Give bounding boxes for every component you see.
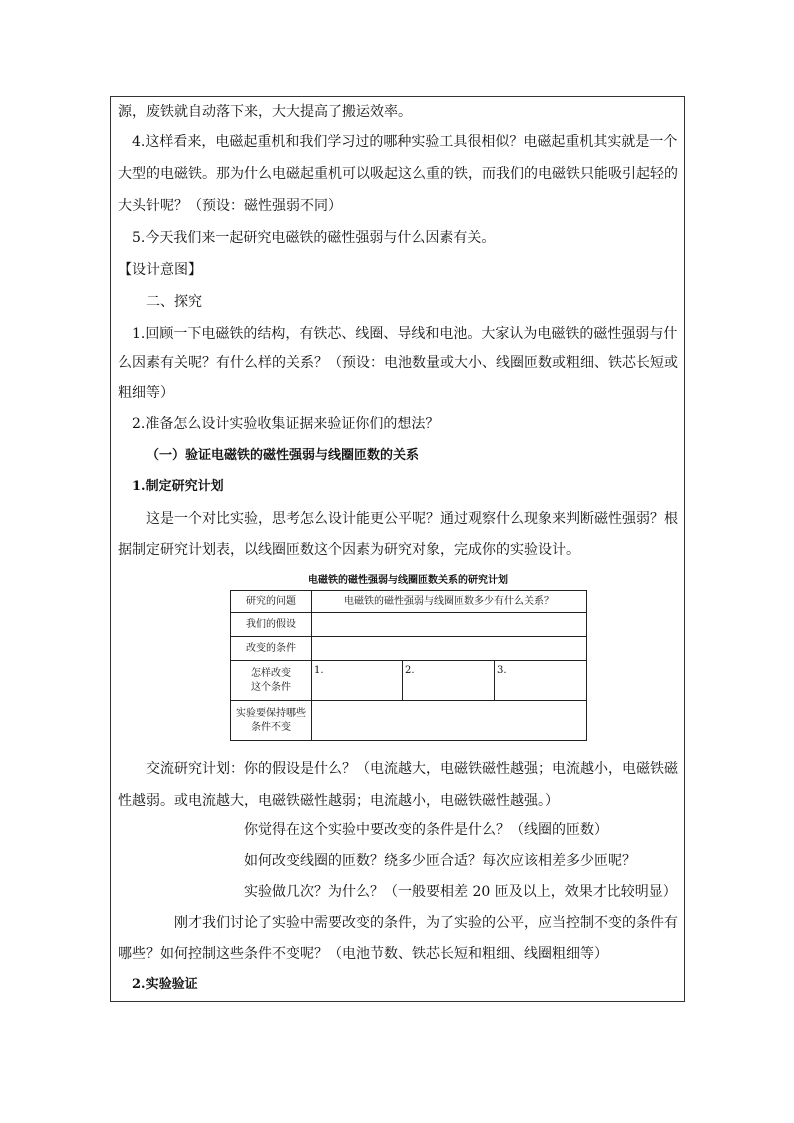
subsection-heading: （一）验证电磁铁的磁性强弱与线圈匝数的关系 xyxy=(146,448,420,463)
table-row xyxy=(231,701,587,741)
text-line: 大型的电磁铁。那为什么电磁起重机可以吸起这么重的铁，而我们的电磁铁只能吸引起轻的 xyxy=(118,166,678,182)
table-row xyxy=(231,661,587,701)
text-line: 如何改变线圈的匝数？绕多少匝合适？每次应该相差多少匝呢？ xyxy=(244,853,636,869)
text-line: 1.回顾一下电磁铁的结构，有铁芯、线圈、导线和电池。大家认为电磁铁的磁性强弱与什 xyxy=(132,326,678,342)
constant-conditions-cell xyxy=(312,701,587,741)
text-line: 源，废铁就自动落下来，大大提高了搬运效率。 xyxy=(118,104,412,120)
text-line: 性越弱。或电流越大，电磁铁磁性越弱；电流越小，电磁铁磁性越强。） xyxy=(118,793,559,809)
row-label-line: 这个条件 xyxy=(251,681,291,693)
row-label: 改变的条件 xyxy=(231,637,312,661)
text-line: 实验做几次？为什么？（一般要相差 20 匝及以上，效果才比较明显） xyxy=(244,884,677,900)
method-cell: 2. xyxy=(403,661,495,701)
hypothesis-cell xyxy=(312,613,587,637)
row-label xyxy=(231,661,312,701)
table-caption: 电磁铁的磁性强弱与线圈匝数关系的研究计划 xyxy=(308,575,508,586)
row-label: 我们的假设 xyxy=(231,613,312,637)
text-line: 哪些？如何控制这些条件不变呢？（电池节数、铁芯长短和粗细、线圈粗细等） xyxy=(118,946,608,962)
text-line: 粗细等） xyxy=(118,385,174,401)
research-question: 电磁铁的磁性强弱与线圈匝数多少有什么关系？ xyxy=(312,591,587,613)
research-plan-table xyxy=(230,590,587,741)
changed-condition-cell xyxy=(312,637,587,661)
text-line: 刚才我们讨论了实验中需要改变的条件，为了实验的公平，应当控制不变的条件有 xyxy=(174,915,678,931)
subsection-heading: 1.制定研究计划 xyxy=(132,479,224,494)
text-line: 交流研究计划：你的假设是什么？（电流越大，电磁铁磁性越强；电流越小，电磁铁磁 xyxy=(146,761,678,777)
method-cell: 1. xyxy=(312,661,403,701)
row-label: 研究的问题 xyxy=(231,591,312,613)
text-line: 么因素有关呢？有什么样的关系？（预设：电池数量或大小、线圈匝数或粗细、铁芯长短或 xyxy=(118,355,678,371)
table-row xyxy=(231,637,587,661)
section-heading: 【设计意图】 xyxy=(118,262,202,278)
text-line: 这是一个对比实验，思考怎么设计能更公平呢？通过观察什么现象来判断磁性强弱？根 xyxy=(146,511,678,527)
table-row xyxy=(231,591,587,613)
text-line: 2.准备怎么设计实验收集证据来验证你们的想法？ xyxy=(132,416,440,432)
text-line: 你觉得在这个实验中要改变的条件是什么？（线圈的匝数） xyxy=(244,822,608,838)
subsection-heading: 2.实验验证 xyxy=(132,977,198,992)
section-heading: 二、探究 xyxy=(146,294,202,310)
table-row xyxy=(231,613,587,637)
text-line: 5.今天我们来一起研究电磁铁的磁性强弱与什么因素有关。 xyxy=(132,230,496,246)
row-label-line: 怎样改变 xyxy=(251,667,291,679)
text-line: 4.这样看来，电磁起重机和我们学习过的哪种实验工具很相似？电磁起重机其实就是一个 xyxy=(132,134,678,150)
row-label xyxy=(231,701,312,741)
text-line: 据制定研究计划表，以线圈匝数这个因素为研究对象，完成你的实验设计。 xyxy=(118,542,580,558)
text-line: 大头针呢？（预设：磁性强弱不同） xyxy=(118,198,342,214)
row-label-line: 实验要保持哪些 xyxy=(236,707,306,719)
row-label-line: 条件不变 xyxy=(251,721,291,733)
method-cell: 3. xyxy=(495,661,587,701)
